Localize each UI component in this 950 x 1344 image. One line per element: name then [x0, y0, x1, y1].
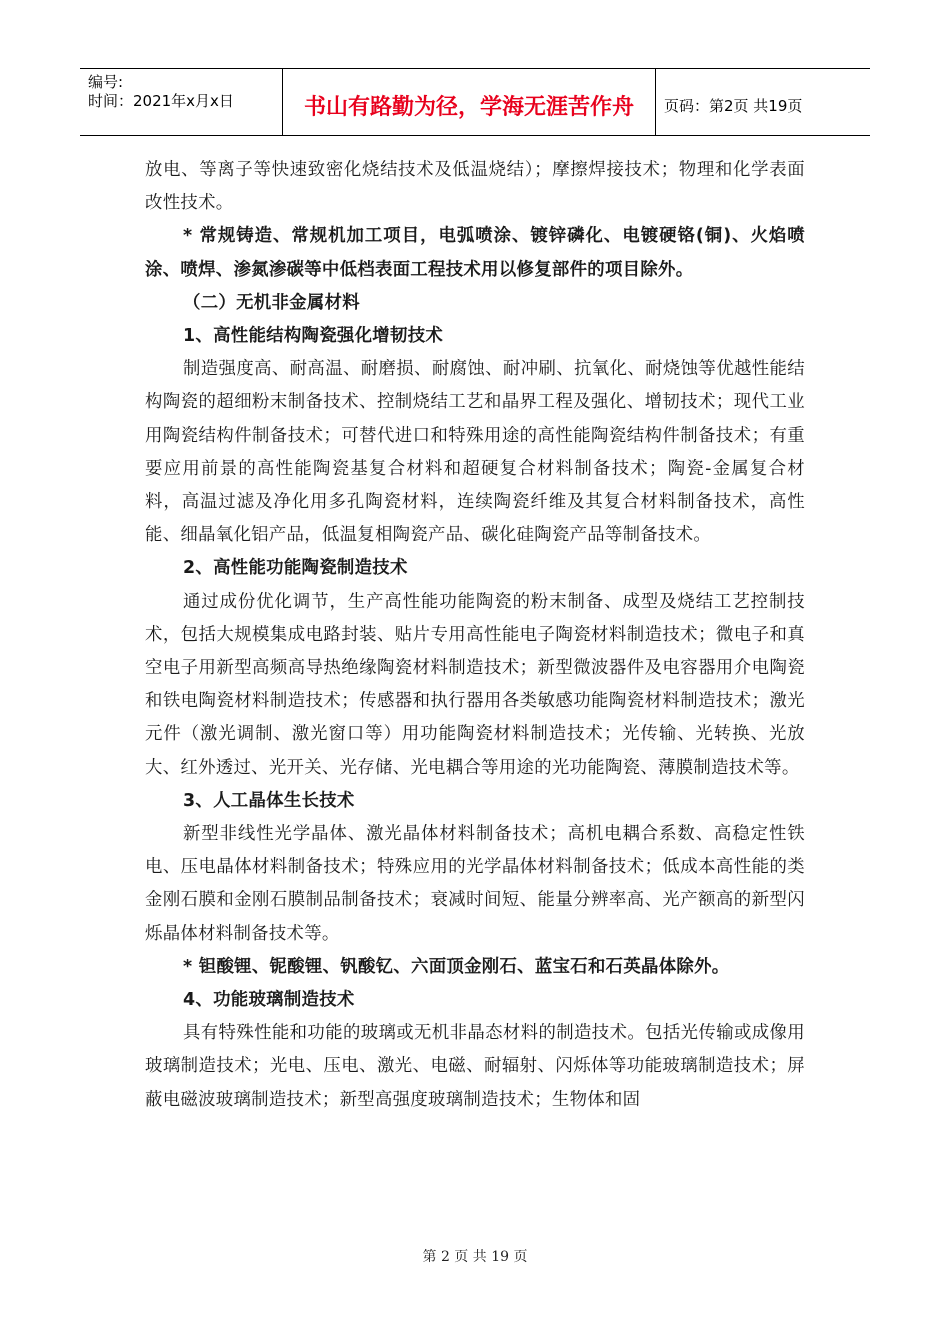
- section-heading: （二）无机非金属材料: [183, 292, 360, 313]
- date-label: 时间：2021年x月x日: [88, 92, 234, 110]
- subsection-heading: 1、高性能结构陶瓷强化增韧技术: [183, 326, 444, 347]
- exclusion-note: * 钽酸锂、铌酸锂、钒酸钇、六面顶金刚石、蓝宝石和石英晶体除外。: [183, 956, 730, 977]
- paragraph: 放电、等离子等快速致密化烧结技术及低温烧结）；摩擦焊接技术；物理和化学表面改性技术。: [145, 160, 805, 214]
- exclusion-note: * 常规铸造、常规机加工项目，电弧喷涂、镀锌磷化、电镀硬铬(铜)、火焰喷涂、喷焊、渗氮渗碳等中低档表面工程技术用以修复部件的项目除外。: [145, 226, 805, 280]
- paragraph: 具有特殊性能和功能的玻璃或无机非晶态材料的制造技术。包括光传输或成像用玻璃制造技术；光电、压电、激光、电磁、耐辐射、闪烁体等功能玻璃制造技术；屏蔽电磁波玻璃制造技术；新型高强度玻璃制造技术；生物体和固: [145, 1023, 805, 1110]
- paragraph: 制造强度高、耐高温、耐磨损、耐腐蚀、耐冲刷、抗氧化、耐烧蚀等优越性能结构陶瓷的超细粉末制备技术、控制烧结工艺和晶界工程及强化、增韧技术；现代工业用陶瓷结构件制备技术；可替代进口和特殊用途的高性能陶瓷结构件制备技术；有重要应用前景的高性能陶瓷基复合材料和超硬复合材料制备技术；陶瓷-金属复合材料，高温过滤及净化用多孔陶瓷材料，连续陶瓷纤维及其复合材料制备技术，高性能、细晶氧化铝产品，低温复相陶瓷产品、碳化硅陶瓷产品等制备技术。: [145, 359, 805, 546]
- document-body: [145, 154, 805, 1117]
- paragraph: 新型非线性光学晶体、激光晶体材料制备技术；高机电耦合系数、高稳定性铁电、压电晶体材料制备技术；特殊应用的光学晶体材料制备技术；低成本高性能的类金刚石膜和金刚石膜制品制备技术；衰减时间短、能量分辨率高、光产额高的新型闪烁晶体材料制备技术等。: [145, 824, 805, 944]
- subsection-heading: 3、人工晶体生长技术: [183, 790, 355, 811]
- subsection-heading: 4、功能玻璃制造技术: [183, 990, 355, 1011]
- header-motto: 书山有路勤为径，学海无涯苦作舟: [282, 69, 656, 135]
- number-label: 编号:: [88, 73, 124, 91]
- page-footer: 第 2 页 共 19 页: [422, 1249, 528, 1265]
- paragraph: 通过成份优化调节，生产高性能功能陶瓷的粉末制备、成型及烧结工艺控制技术，包括大规模集成电路封装、贴片专用高性能电子陶瓷材料制造技术；微电子和真空电子用新型高频高导热绝缘陶瓷材料制造技术；新型微波器件及电容器用介电陶瓷和铁电陶瓷材料制造技术；传感器和执行器用各类敏感功能陶瓷材料制造技术；激光元件（激光调制、激光窗口等）用功能陶瓷材料制造技术；光传输、光转换、光放大、红外透过、光开关、光存储、光电耦合等用途的光功能陶瓷、薄膜制造技术等。: [145, 591, 805, 778]
- header-meta: [80, 69, 282, 135]
- header-page-info: 页码：第2页 共19页: [664, 96, 803, 115]
- subsection-heading: 2、高性能功能陶瓷制造技术: [183, 558, 408, 579]
- page-header: [80, 68, 870, 136]
